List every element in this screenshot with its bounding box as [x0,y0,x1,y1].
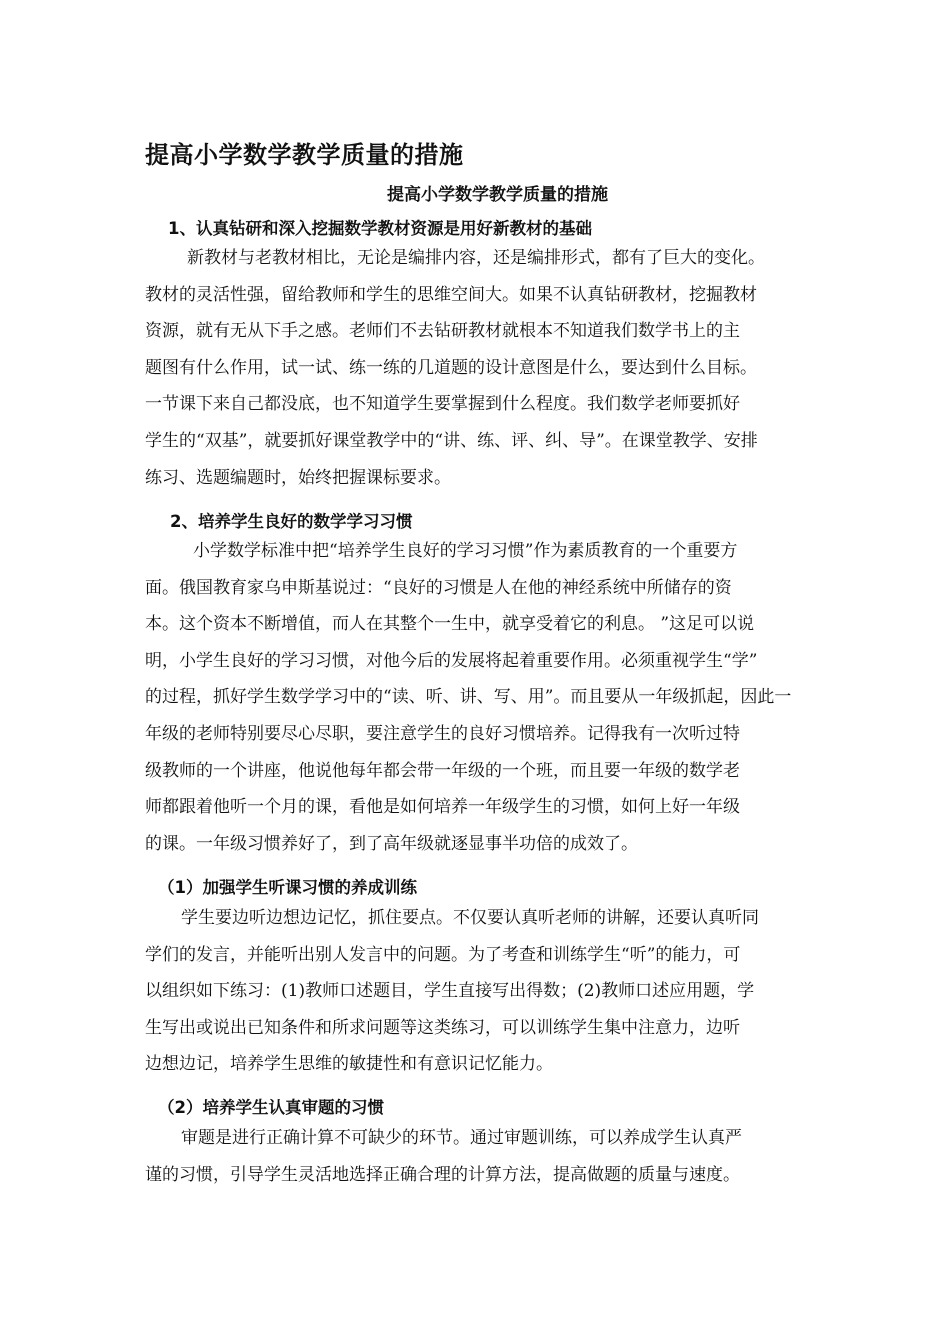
paragraph-line: 审题是进行正确计算不可缺少的环节。通过审题训练，可以养成学生认真严 [181,1128,742,1148]
paragraph-line: 的过程，抓好学生数学学习中的“读、听、讲、写、用”。而且要从一年级抓起，因此一 [145,687,792,708]
paragraph-line: 资源，就有无从下手之感。老师们不去钻研教材就根本不知道我们数学书上的主 [145,321,740,342]
document-title: 提高小学数学教学质量的措施 [145,141,464,169]
paragraph-line: 新教材与老教材相比，无论是编排内容，还是编排形式，都有了巨大的变化。 [187,248,765,268]
section-2-paragraph [145,533,817,862]
paragraph-line: 练习、选题编题时，始终把握课标要求。 [145,467,451,488]
section-4-paragraph [145,1120,817,1193]
paragraph-line: 学们的发言，并能听出别人发言中的问题。为了考查和训练学生“听”的能力，可 [145,944,741,965]
document-subtitle: 提高小学数学教学质量的措施 [387,185,608,205]
paragraph-line: 级教师的一个讲座，他说他每年都会带一年级的一个班，而且要一年级的数学老 [145,760,740,781]
paragraph-line: 一节课下来自己都没底，也不知道学生要掌握到什么程度。我们数学老师要抓好 [145,394,740,415]
paragraph-line: 师都跟着他听一个月的课，看他是如何培养一年级学生的习惯，如何上好一年级 [145,797,740,818]
paragraph-line: 生写出或说出已知条件和所求问题等这类练习，可以训练学生集中注意力，边听 [145,1017,740,1038]
section-heading-4: （2）培养学生认真审题的习惯 [158,1098,384,1117]
paragraph-line: 学生的“双基”，就要抓好课堂教学中的“讲、练、评、纠、导”。在课堂教学、安排 [145,430,758,451]
section-1-paragraph [145,240,817,496]
section-heading-2: 2、培养学生良好的数学学习习惯 [170,512,413,531]
paragraph-line: 题图有什么作用，试一试、练一练的几道题的设计意图是什么，要达到什么目标。 [145,357,757,378]
paragraph-line: 的课。一年级习惯养好了，到了高年级就逐显事半功倍的成效了。 [145,833,638,854]
section-heading-1: 1、认真钻研和深入挖掘数学教材资源是用好新教材的基础 [168,219,592,238]
paragraph-line: 边想边记，培养学生思维的敏捷性和有意识记忆能力。 [145,1054,553,1075]
paragraph-line: 小学数学标准中把“培养学生良好的学习习惯”作为素质教育的一个重要方 [193,541,738,561]
paragraph-line: 年级的老师特别要尽心尽职，要注意学生的良好习惯培养。记得我有一次听过特 [145,723,740,744]
paragraph-line: 谨的习惯，引导学生灵活地选择正确合理的计算方法，提高做题的质量与速度。 [145,1164,740,1185]
paragraph-line: 面。俄国教育家乌申斯基说过：“良好的习惯是人在他的神经系统中所储存的资 [145,577,732,598]
paragraph-line: 教材的灵活性强，留给教师和学生的思维空间大。如果不认真钻研教材，挖掘教材 [145,284,757,305]
section-3-paragraph [145,900,817,1083]
section-heading-3: （1）加强学生听课习惯的养成训练 [158,878,417,897]
paragraph-line: 学生要边听边想边记忆，抓住要点。不仅要认真听老师的讲解，还要认真听同 [181,908,759,928]
paragraph-line: 本。这个资本不断增值，而人在其整个一生中，就享受着它的利息。 ”这足可以说 [145,614,755,635]
paragraph-line: 明，小学生良好的学习习惯，对他今后的发展将起着重要作用。必须重视学生“学” [145,650,758,671]
paragraph-line: 以组织如下练习：(1)教师口述题目，学生直接写出得数；(2)教师口述应用题，学 [145,981,755,1002]
